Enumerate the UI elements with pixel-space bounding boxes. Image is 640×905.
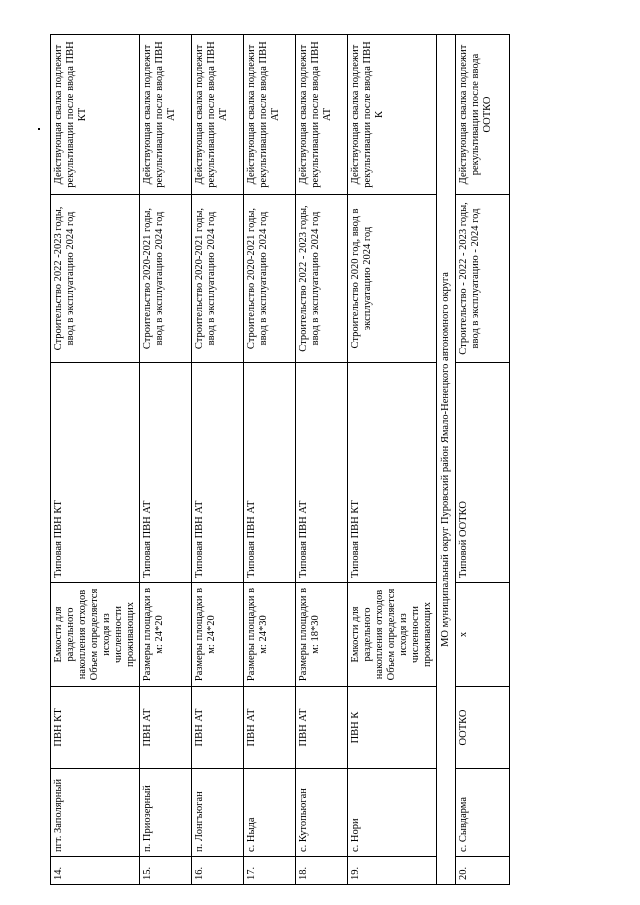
table-row [296, 35, 348, 885]
settlement-cell: п. Приозерный [140, 769, 192, 857]
schedule-cell: Строительство 2020-2021 годы, ввод в эксплуатацию 2024 год [192, 195, 244, 363]
facility-type-cell: ПВН К [348, 687, 437, 769]
settlement-cell: с. Сывдарма [456, 769, 510, 857]
region-header: МО муниципальный округ Пуровский район Ямало-Ненецкого автономного округа [437, 35, 456, 885]
facility-type-cell: ПВН КТ [51, 687, 140, 769]
capacity-cell: Размеры площадки в м: 24*30 [244, 583, 296, 687]
solution-cell: Типовой ООТКО [456, 363, 510, 583]
facility-type-cell: ООТКО [456, 687, 510, 769]
capacity-cell: Размеры площадки в м: 18*30 [296, 583, 348, 687]
settlement-cell: п. Лонгъюган [192, 769, 244, 857]
solution-cell: Типовая ПВН АТ [296, 363, 348, 583]
table-row [140, 35, 192, 885]
table-row [244, 35, 296, 885]
table-row [348, 35, 437, 885]
table-row [456, 35, 510, 885]
result-cell: Действующая свалка подлежит рекультивации после ввода ПВН АТ [296, 35, 348, 195]
solution-cell: Типовая ПВН АТ [192, 363, 244, 583]
row-number: 18. [296, 857, 348, 885]
schedule-cell: Строительство 2020-2021 годы, ввод в эксплуатацию 2024 год [244, 195, 296, 363]
row-number: 19. [348, 857, 437, 885]
region-header-row [437, 35, 456, 885]
solution-cell: Типовая ПВН АТ [244, 363, 296, 583]
result-cell: Действующая свалка подлежит рекультивации после ввода ПВН КТ [51, 35, 140, 195]
result-cell: Действующая свалка подлежит рекультивации после ввода ПВН АТ [140, 35, 192, 195]
schedule-cell: Строительство 2020 год, ввод в эксплуатацию 2024 год [348, 195, 437, 363]
schedule-cell: Строительство 2022 -2023 годы, ввод в эксплуатацию 2024 год [51, 195, 140, 363]
result-cell: Действующая свалка подлежит рекультивации после ввода ПВН АТ [192, 35, 244, 195]
facility-type-cell: ПВН АТ [140, 687, 192, 769]
row-number: 20. [456, 857, 510, 885]
rotated-page [50, 35, 585, 885]
schedule-cell: Строительство - 2022 - 2023 годы, ввод в эксплуатацию - 2024 год [456, 195, 510, 363]
capacity-cell: Емкости для раздельного накопления отходов Объем определяется исходя из численности проживающих [51, 583, 140, 687]
capacity-cell: Размеры площадки в м: 24*20 [192, 583, 244, 687]
settlement-cell: с. Нори [348, 769, 437, 857]
solution-cell: Типовая ПВН АТ [140, 363, 192, 583]
row-number: 17. [244, 857, 296, 885]
table-row [51, 35, 140, 885]
capacity-cell: х [456, 583, 510, 687]
schedule-cell: Строительство 2020-2021 годы, ввод в эксплуатацию 2024 год [140, 195, 192, 363]
schedule-cell: Строительство 2022 - 2023 годы, ввод в эксплуатацию 2024 год [296, 195, 348, 363]
capacity-cell: Емкости для раздельного накопления отходов Объем определяется исходя из численности проживающих [348, 583, 437, 687]
settlement-cell: с. Кутопьюган [296, 769, 348, 857]
solution-cell: Типовая ПВН КТ [348, 363, 437, 583]
table-row [192, 35, 244, 885]
result-cell: Действующая свалка подлежит рекультивации после ввода ООТКО [456, 35, 510, 195]
settlement-cell: с. Ныда [244, 769, 296, 857]
row-number: 14. [51, 857, 140, 885]
result-cell: Действующая свалка подлежит рекультивации после ввода ПВН АТ [244, 35, 296, 195]
facility-type-cell: ПВН АТ [192, 687, 244, 769]
result-cell: Действующая свалка подлежит рекультивации после ввода ПВН К [348, 35, 437, 195]
facility-type-cell: ПВН АТ [296, 687, 348, 769]
scan-speck [38, 128, 40, 130]
capacity-cell: Размеры площадки в м: 24*20 [140, 583, 192, 687]
facility-type-cell: ПВН АТ [244, 687, 296, 769]
row-number: 15. [140, 857, 192, 885]
row-number: 16. [192, 857, 244, 885]
waste-facilities-table [50, 34, 510, 885]
solution-cell: Типовая ПВН КТ [51, 363, 140, 583]
settlement-cell: пгт. Заполярный [51, 769, 140, 857]
